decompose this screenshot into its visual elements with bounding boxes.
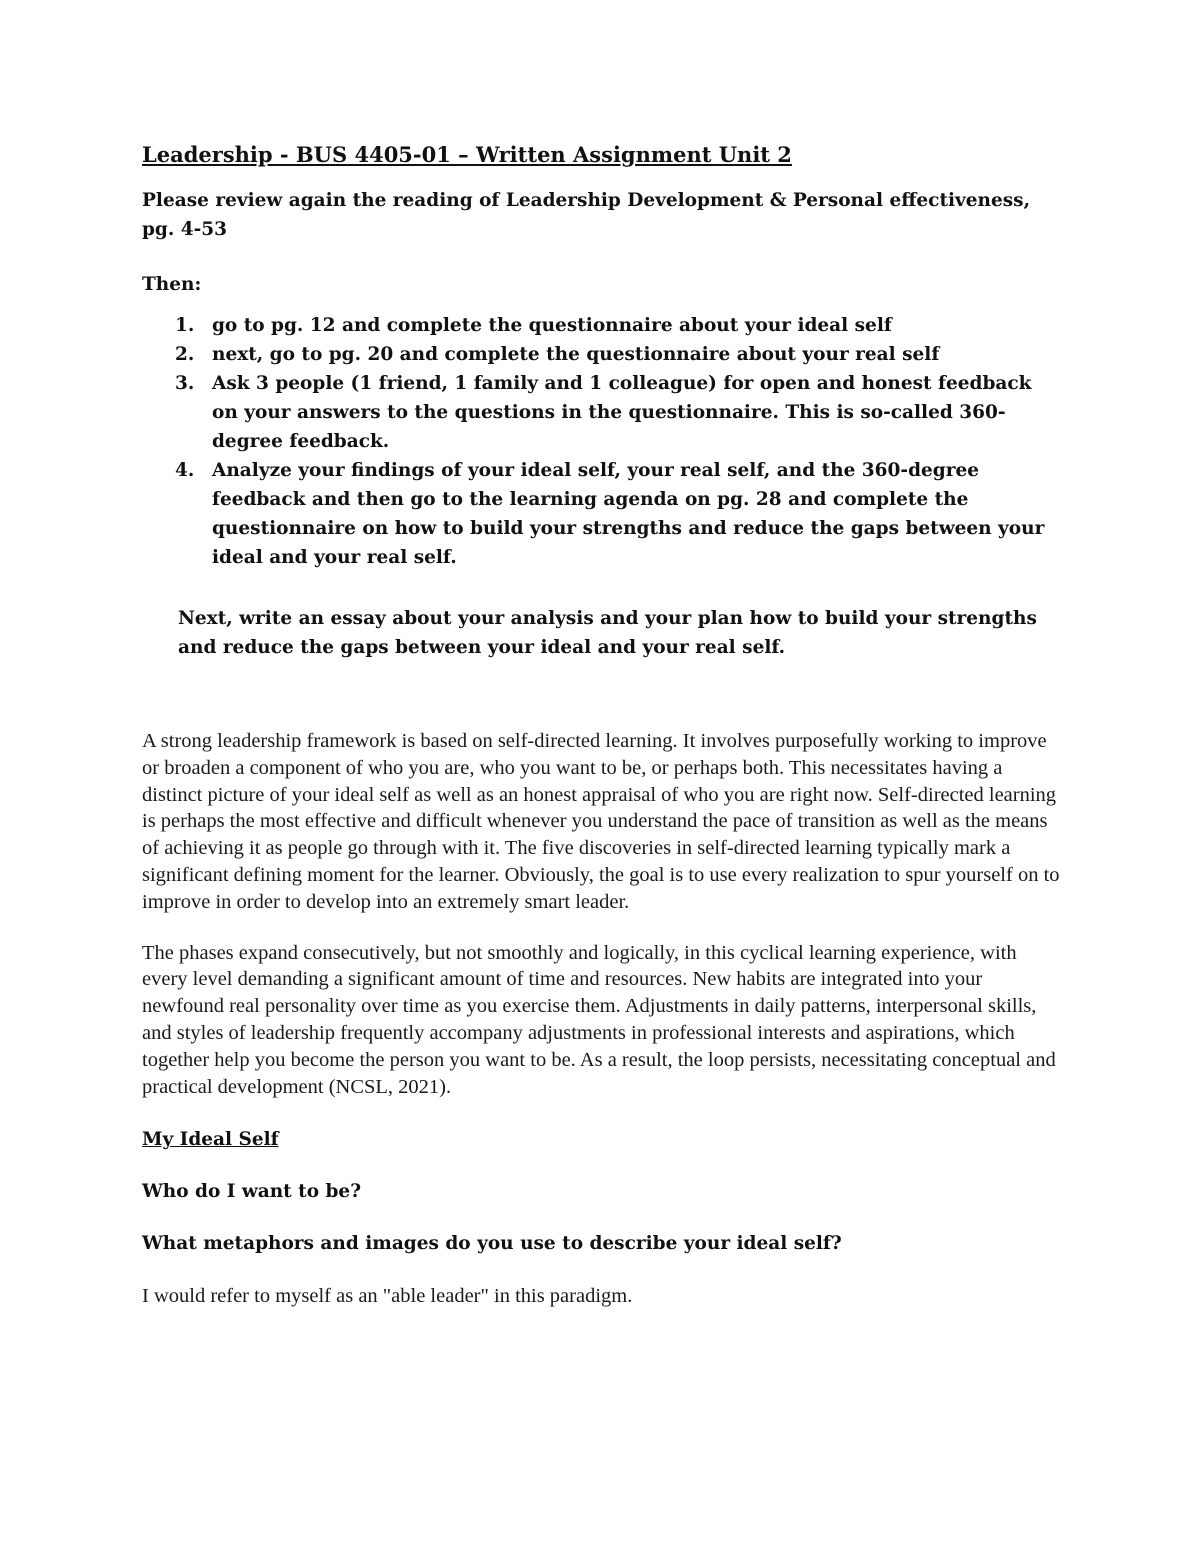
list-item-number: 3. [175, 373, 195, 394]
essay-paragraph-2: The phases expand consecutively, but not smoothly and logically, in this cyclical learning experience, with every level demanding a significant amount of time and resources. New habits are integrated into your newfound real personality over time as you exercise them. Adjustments in daily patterns, interpersonal skills, and styles of leadership frequently accompany adjustments in professional interests and aspirations, which together help you become the person you want to be. As a result, the loop persists, necessitating conceptual and practical development (NCSL, 2021). [142, 941, 1056, 1098]
then-label: Then: [142, 274, 202, 295]
list-item [142, 369, 1062, 456]
list-item-number: 4. [175, 460, 195, 481]
list-item-number: 1. [175, 315, 195, 336]
list-item-text: Analyze your findings of your ideal self, your real self, and the 360-degree feedback and then go to the learning agenda on pg. 28 and complete the questionnaire on how to build your strengths and reduce the gaps between your ideal and your real self. [212, 460, 1045, 568]
list-item-text: Ask 3 people (1 friend, 1 family and 1 colleague) for open and honest feedback on your answers to the questions in the questionnaire. This is so-called 360-degree feedback. [212, 373, 1032, 452]
intro-instruction: Please review again the reading of Leadership Development & Personal effectiveness, pg. 4-53 [142, 190, 1031, 240]
list-item [142, 311, 1062, 340]
answer-text: I would refer to myself as an "able leader" in this paradigm. [142, 1285, 633, 1308]
list-item-number: 2. [175, 344, 195, 365]
document-page [142, 140, 1062, 1310]
list-item-text: next, go to pg. 20 and complete the questionnaire about your real self [212, 344, 940, 365]
list-item [142, 456, 1062, 572]
list-item-text: go to pg. 12 and complete the questionnaire about your ideal self [212, 315, 892, 336]
essay-paragraph-1: A strong leadership framework is based on self-directed learning. It involves purposefully working to improve or broaden a component of who you are, who you want to be, or perhaps both. This necessitates having a distinct picture of your ideal self as well as an honest appraisal of who you are right now. Self-directed learning is perhaps the most effective and difficult whenever you understand the pace of transition as well as the means of achieving it as people go through with it. The five discoveries in self-directed learning typically mark a significant defining moment for the learner. Obviously, the goal is to use every realization to spur yourself on to improve in order to develop into an extremely smart leader. [142, 730, 1060, 913]
section-heading-ideal-self: My Ideal Self [142, 1129, 279, 1151]
question-metaphors: What metaphors and images do you use to describe your ideal self? [142, 1233, 842, 1255]
question-who-do-i-want-to-be: Who do I want to be? [142, 1181, 362, 1203]
steps-list [142, 311, 1062, 572]
document-title: Leadership - BUS 4405-01 – Written Assignment Unit 2 [142, 142, 792, 167]
list-item [142, 340, 1062, 369]
essay-instruction: Next, write an essay about your analysis and your plan how to build your strengths and reduce the gaps between your ideal and your real self. [178, 608, 1037, 658]
